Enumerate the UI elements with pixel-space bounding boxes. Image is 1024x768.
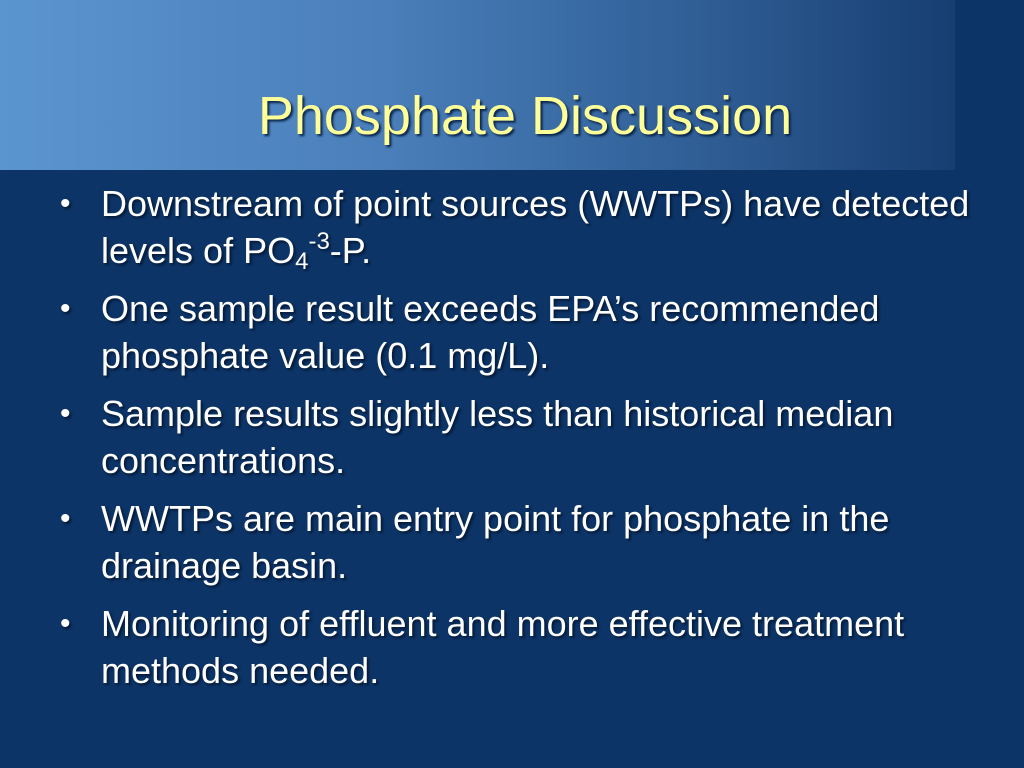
bullet-icon: • [60, 607, 71, 640]
bullet-item [0, 180, 1010, 274]
bullet-item [0, 600, 1010, 694]
bullet-text: Downstream of point sources (WWTPs) have detected levels of PO [101, 183, 970, 271]
superscript-text: -3 [308, 228, 330, 255]
bullet-text: One sample result exceeds EPA’s recommended phosphate value (0.1 mg/L). [101, 288, 880, 376]
bullet-icon: • [60, 187, 71, 220]
bullet-icon: • [60, 292, 71, 325]
bullet-text: Monitoring of effluent and more effective treatment methods needed. [101, 603, 905, 691]
bullet-text: WWTPs are main entry point for phosphate in the drainage basin. [101, 498, 890, 586]
bullet-text-suffix: -P. [329, 230, 372, 271]
bullet-list [0, 180, 1010, 705]
subscript-text: 4 [295, 248, 309, 275]
bullet-item [0, 495, 1010, 589]
bullet-icon: • [60, 397, 71, 430]
bullet-item [0, 285, 1010, 379]
bullet-item [0, 390, 1010, 484]
bullet-icon: • [60, 502, 71, 535]
slide-title: Phosphate Discussion [257, 86, 793, 146]
bullet-text: Sample results slightly less than historical median concentrations. [101, 393, 894, 481]
